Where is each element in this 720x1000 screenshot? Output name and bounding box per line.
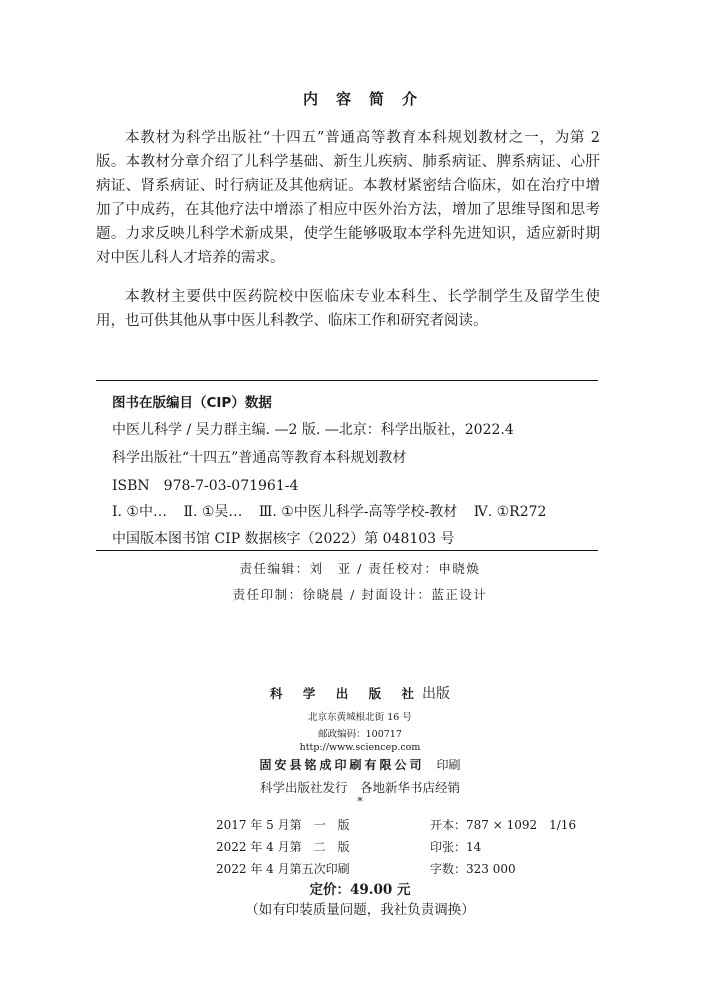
edition-row <box>216 816 576 833</box>
edition-row <box>216 860 516 877</box>
cip-title-line: 中医儿科学 / 吴力群主编. —2 版. —北京：科学出版社，2022.4 <box>112 422 514 438</box>
cip-isbn-line: ISBN 978-7-03-071961-4 <box>112 478 299 494</box>
publisher-suffix: 出版 <box>421 686 450 702</box>
publisher-website: http://www.sciencep.com <box>299 742 421 753</box>
intro-paragraph-2: 本教材主要供中医药院校中医临床专业本科生、长学制学生及留学生使用，也可供其他从事中医儿科教学、临床工作和研究者阅读。 <box>96 289 600 329</box>
edition-spec: 印张：14 <box>430 840 482 854</box>
publisher-line <box>0 683 720 703</box>
printer-suffix: 印刷 <box>436 758 461 772</box>
quality-note: （如有印装质量问题，我社负责调换） <box>245 902 475 918</box>
intro-paragraph-1: 本教材为科学出版社“十四五”普通高等教育本科规划教材之一，为第 2 版。本教材分章介绍了儿科学基础、新生儿疾病、肺系病证、脾系病证、心肝病证、肾系病证、时行病证及其他病证。本教材紧密结合临床，如在治疗中增加了中成药，在其他疗法中增添了相应中医外治方法，增加了思维导图和思考题。力求反映儿科学术新成果，使学生能够吸取本学科先进知识，适应新时期对中医儿科人才培养的需求。 <box>96 130 600 266</box>
cip-series-line: 科学出版社“十四五”普通高等教育本科规划教材 <box>112 450 407 466</box>
publisher-postcode: 邮政编码：100717 <box>318 729 402 740</box>
cip-class-2: Ⅱ. ①吴… <box>183 504 243 520</box>
edition-date: 2017 年 5 月第 一 版 <box>216 818 350 832</box>
distribution-line: 科学出版社发行 各地新华书店经销 <box>259 780 460 795</box>
edition-spec: 开本：787 × 1092 1/16 <box>430 818 577 832</box>
cip-heading: 图书在版编目（CIP）数据 <box>112 395 272 411</box>
cip-bottom-rule <box>96 550 598 551</box>
edition-date: 2022 年 4 月第 二 版 <box>216 840 350 854</box>
cip-classification-line <box>112 501 558 521</box>
cip-record-number: 中国版本图书馆 CIP 数据核字（2022）第 048103 号 <box>112 531 455 547</box>
printer-line <box>0 756 720 773</box>
edition-spec: 字数：323 000 <box>430 862 516 876</box>
edition-date: 2022 年 4 月第五次印刷 <box>216 862 350 876</box>
publisher-name: 科 学 出 版 社 <box>270 686 422 701</box>
publisher-address: 北京东黄城根北街 16 号 <box>308 712 412 723</box>
separator-star: * <box>357 795 363 808</box>
page-title: 内容简介 <box>302 90 435 108</box>
edition-row <box>216 838 481 855</box>
cip-class-1: Ⅰ. ①中… <box>112 504 167 520</box>
cip-class-4: Ⅳ. ①R272 <box>473 504 547 520</box>
cip-top-rule <box>96 380 598 381</box>
printer-name: 固安县铭成印刷有限公司 <box>259 758 425 772</box>
production-credits: 责任印制：徐晓晨 / 封面设计：蓝正设计 <box>232 587 488 602</box>
editor-credits: 责任编辑：刘 亚 / 责任校对：申晓焕 <box>239 561 481 576</box>
cip-class-3: Ⅲ. ①中医儿科学-高等学校-教材 <box>258 504 458 520</box>
price: 定价：49.00 元 <box>309 882 411 898</box>
